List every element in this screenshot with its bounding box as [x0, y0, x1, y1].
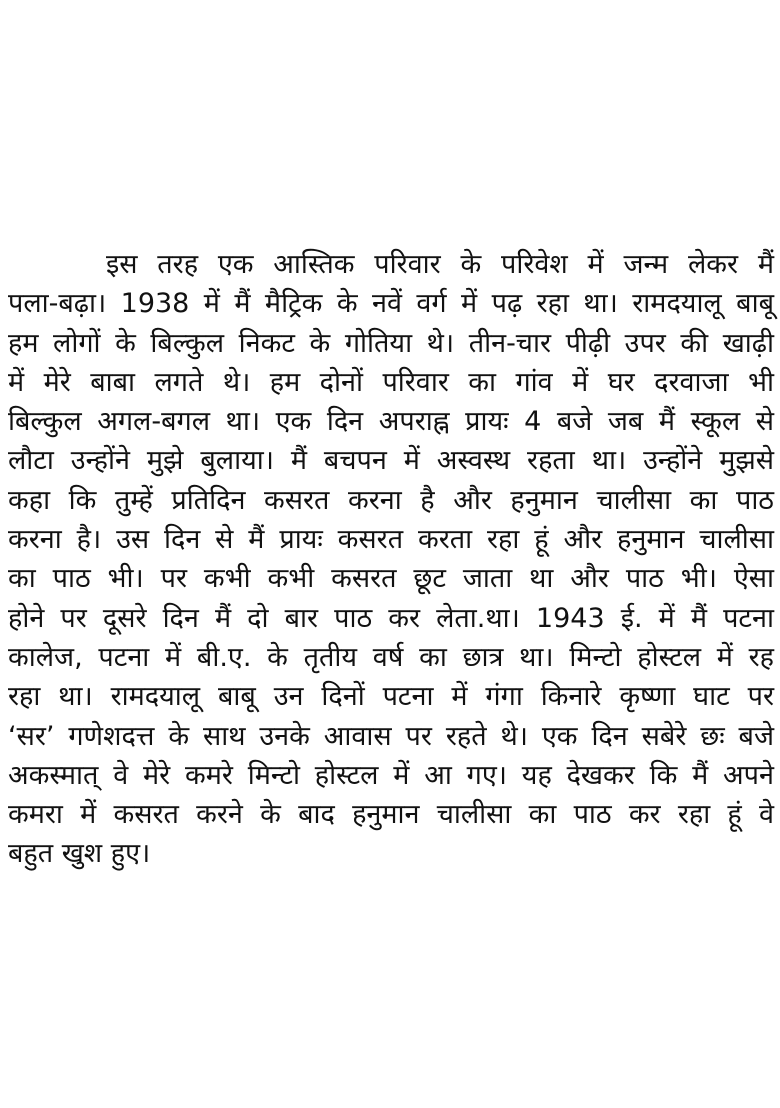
text-line: होने पर दूसरे दिन मैं दो बार पाठ कर लेता.था। 1943 ई. में मैं पटना	[8, 602, 774, 634]
text-line: रहा था। रामदयालू बाबू उन दिनों पटना में गंगा किनारे कृष्णा घाट पर	[8, 681, 774, 713]
text-line: इस तरह एक आस्तिक परिवार के परिवेश में जन्म लेकर मैं	[106, 249, 774, 280]
text-line: बिल्कुल अगल-बगल था। एक दिन अपराह्न प्रायः 4 बजे जब मैं स्कूल से	[8, 406, 774, 438]
body-paragraph	[8, 245, 774, 874]
text-line: करना है। उस दिन से मैं प्रायः कसरत करता रहा हूं और हनुमान चालीसा	[8, 524, 774, 556]
text-line: हम लोगों के बिल्कुल निकट के गोतिया थे। तीन-चार पीढ़ी उपर की खाढ़ी	[8, 327, 774, 359]
text-line: कमरा में कसरत करने के बाद हनुमान चालीसा का पाठ कर रहा हूं वे	[8, 799, 774, 831]
text-line: लौटा उन्होंने मुझे बुलाया। मैं बचपन में अस्वस्थ रहता था। उन्होंने मुझसे	[8, 445, 774, 477]
text-line: अकस्मात् वे मेरे कमरे मिन्टो होस्टल में आ गए। यह देखकर कि मैं अपने	[8, 759, 774, 791]
text-line: पला-बढ़ा। 1938 में मैं मैट्रिक के नवें वर्ग में पढ़ रहा था। रामदयालू बाबू	[8, 288, 774, 320]
text-line: बहुत खुश हुए।	[8, 838, 151, 870]
text-line: कहा कि तुम्हें प्रतिदिन कसरत करना है और हनुमान चालीसा का पाठ	[8, 484, 774, 516]
text-line: ‘सर’ गणेशदत्त के साथ उनके आवास पर रहते थे। एक दिन सबेरे छः बजे	[8, 720, 774, 752]
text-line: में मेरे बाबा लगते थे। हम दोनों परिवार का गांव में घर दरवाजा भी	[8, 366, 774, 398]
text-line: कालेज, पटना में बी.ए. के तृतीय वर्ष का छात्र था। मिन्टो होस्टल में रह	[8, 641, 774, 673]
text-line: का पाठ भी। पर कभी कभी कसरत छूट जाता था और पाठ भी। ऐसा	[8, 563, 774, 595]
